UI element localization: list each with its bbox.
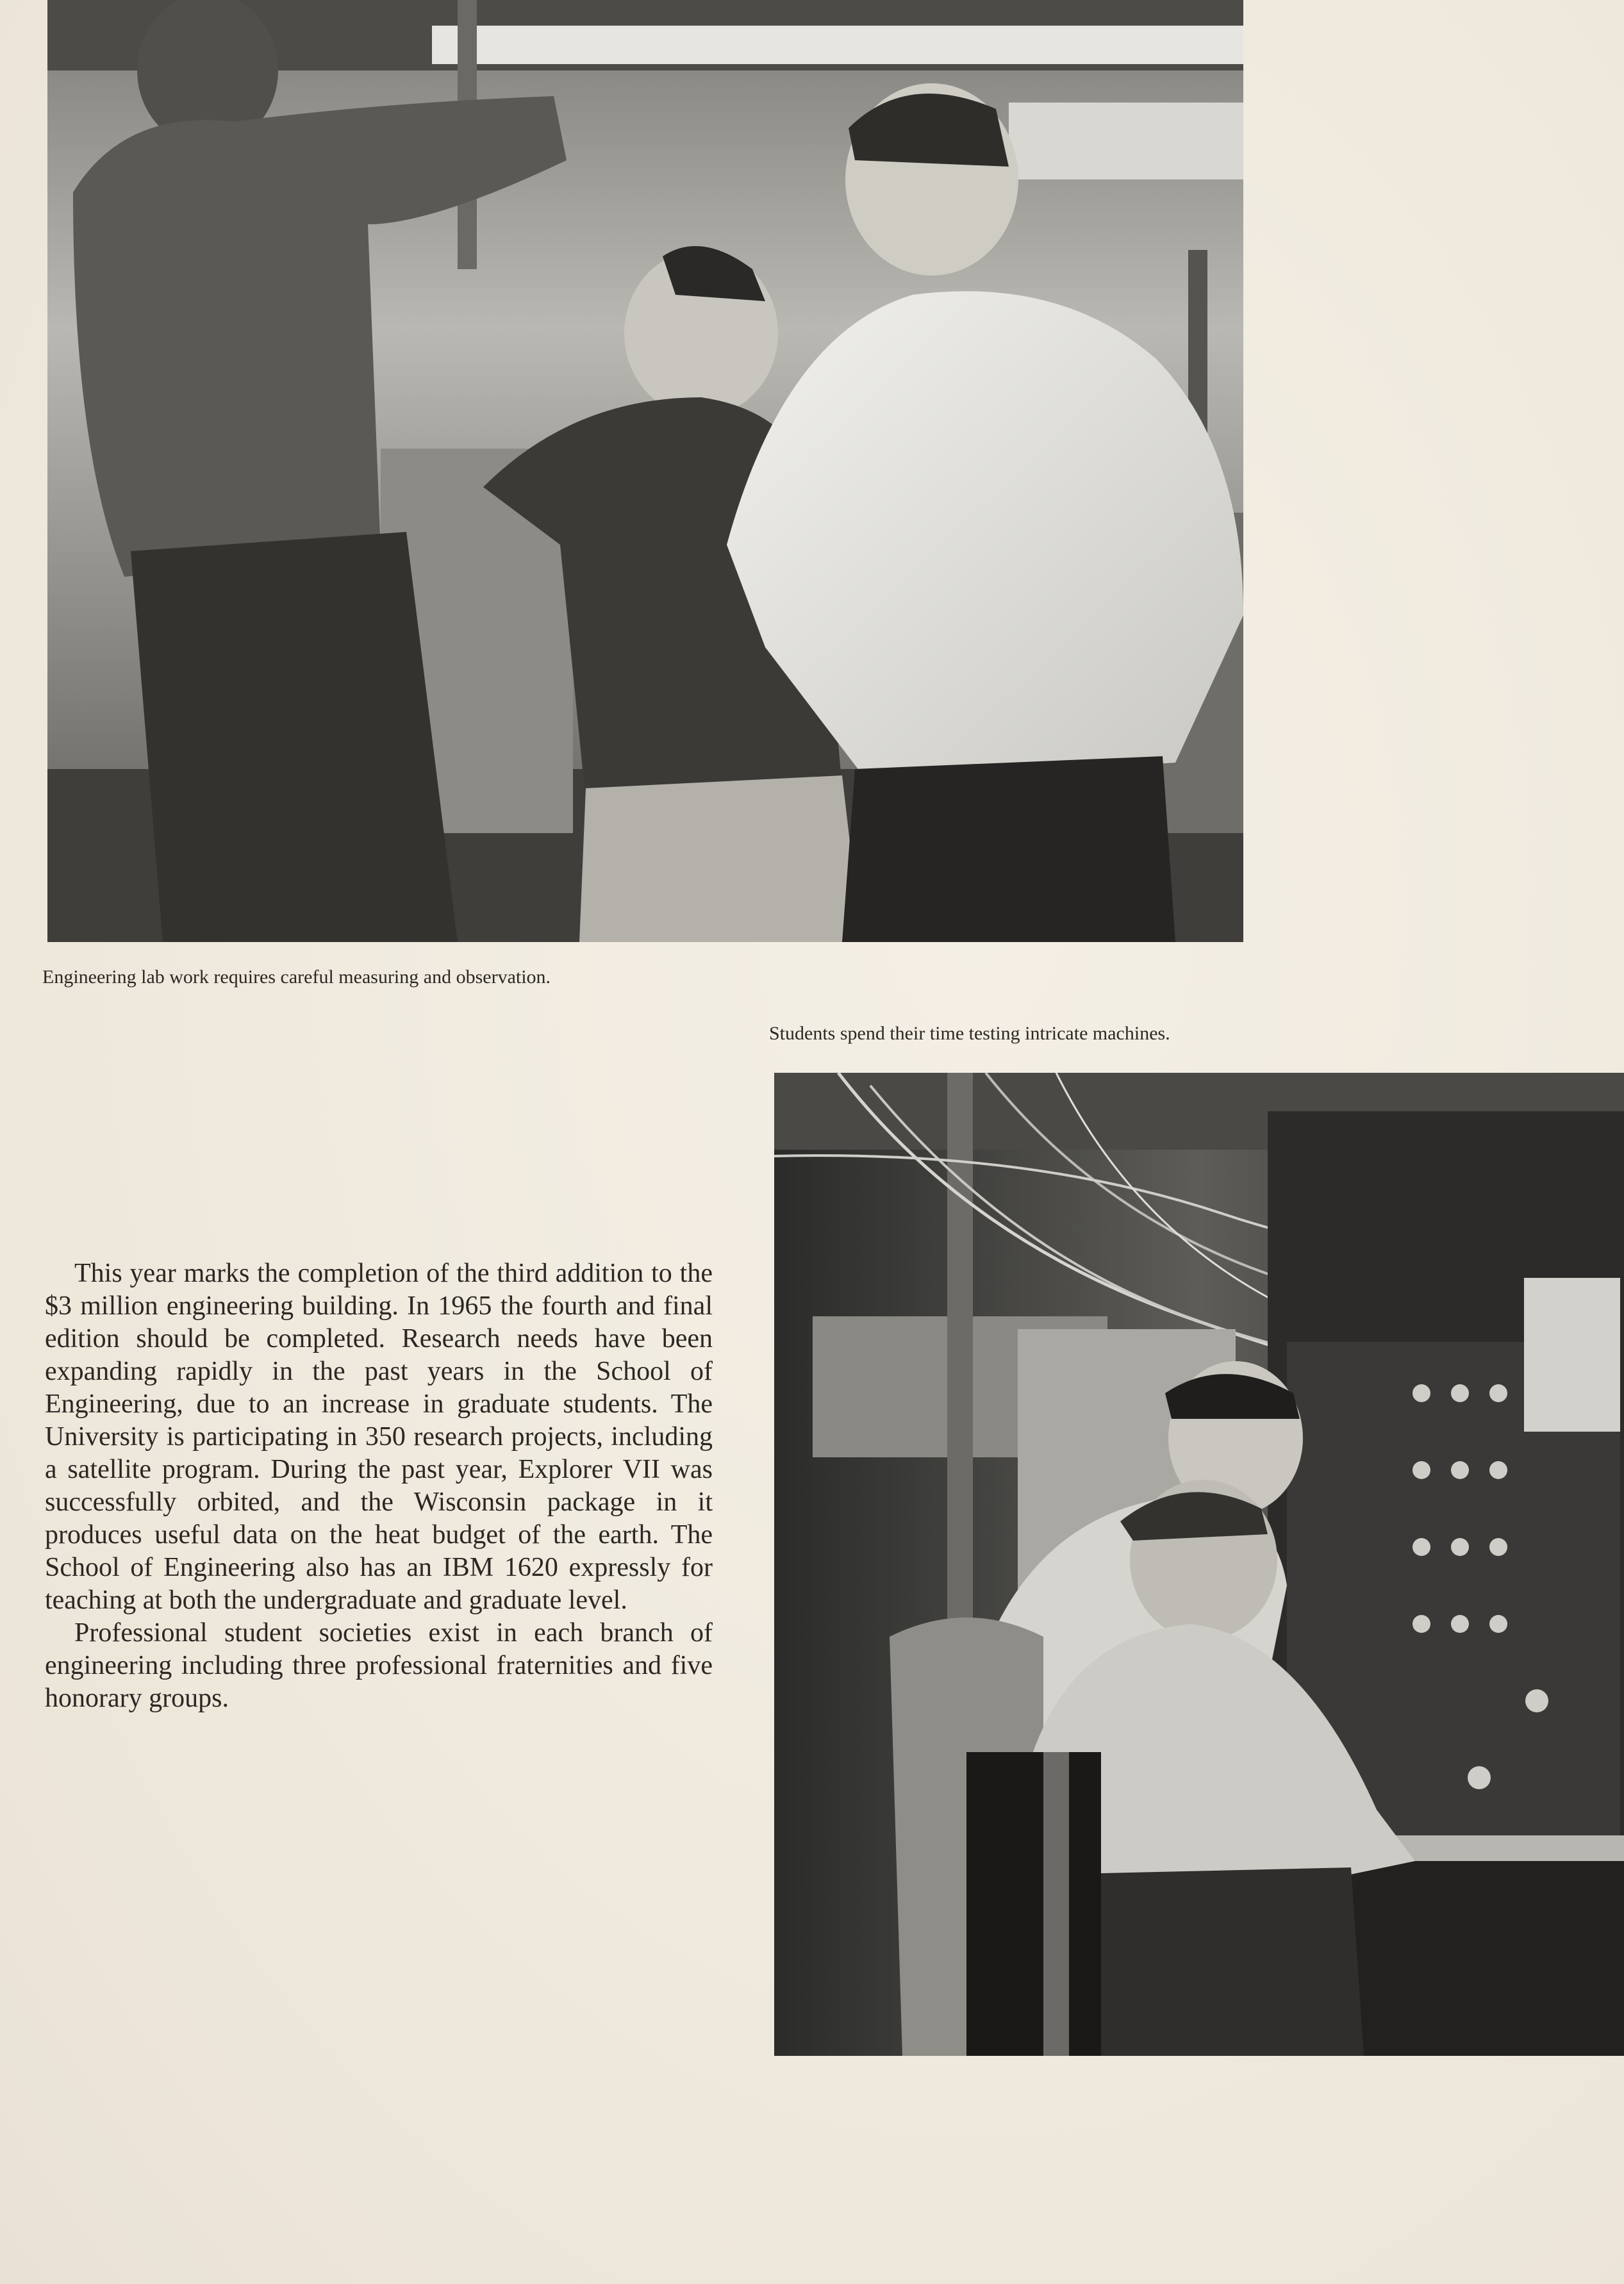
body-paragraph: This year marks the completion of the third addition to the $3 million engineering building. In 1965 the fourth and final edition should be completed. Research needs have been expanding rapidly in the past years in the School of Engineering, due to an increase in graduate students. The University is participating in 350 research projects, including a satellite program. During the past year, Explorer VII was successfully orbited, and the Wisconsin package in it produces useful data on the heat budget of the earth. The School of Engineering also has an IBM 1620 expressly for teaching at both the undergraduate and graduate level.	[45, 1259, 713, 1615]
caption-lab-work: Engineering lab work requires careful measuring and observation.	[42, 966, 551, 988]
body-paragraph: Professional student societies exist in each branch of engineering including three professional fraternities and five honorary groups.	[45, 1618, 713, 1713]
photo-engineering-lab-work	[47, 0, 1243, 942]
photo-students-testing-machines	[774, 1073, 1624, 2056]
article-body	[45, 1257, 713, 1715]
caption-machines: Students spend their time testing intricate machines.	[769, 1023, 1170, 1044]
